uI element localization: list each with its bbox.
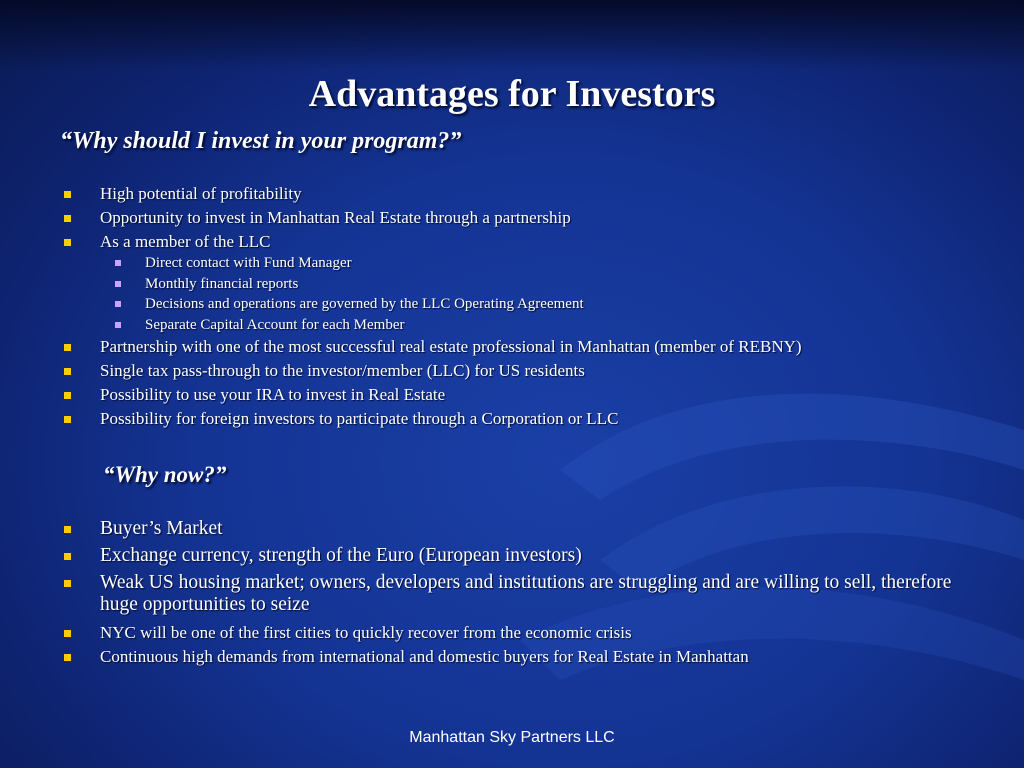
list-item: Single tax pass-through to the investor/member (LLC) for US residents	[62, 359, 802, 383]
bullet-icon	[64, 368, 71, 375]
list-item: Buyer’s Market	[62, 518, 972, 540]
list-item: High potential of profitability	[62, 182, 571, 206]
bullet-icon	[64, 215, 71, 222]
bullet-icon	[64, 526, 71, 533]
list-item: Opportunity to invest in Manhattan Real Estate through a partnership	[62, 206, 571, 230]
bullet-icon	[64, 416, 71, 423]
footer-company: Manhattan Sky Partners LLC	[409, 729, 615, 746]
sub-bullet-icon	[115, 322, 121, 328]
sub-bullet-icon	[115, 301, 121, 307]
list-item: Possibility for foreign investors to participate through a Corporation or LLC	[62, 407, 802, 431]
sub-bullet-icon	[115, 260, 121, 266]
list-item: Partnership with one of the most successful real estate professional in Manhattan (member of REBNY)	[62, 335, 802, 359]
bullet-icon	[64, 344, 71, 351]
section1-list-continued	[62, 335, 802, 431]
section2-list	[62, 518, 972, 616]
sub-list-item: Separate Capital Account for each Member	[112, 315, 584, 336]
sub-list-item: Monthly financial reports	[112, 274, 584, 295]
list-item: Weak US housing market; owners, developers and institutions are struggling and are willing to sell, therefore huge opportunities to seize	[62, 572, 972, 616]
sub-bullet-icon	[115, 281, 121, 287]
bullet-icon	[64, 580, 71, 587]
bullet-icon	[64, 553, 71, 560]
slide-title: Advantages for Investors	[308, 73, 716, 115]
list-item: NYC will be one of the first cities to quickly recover from the economic crisis	[62, 621, 749, 645]
question-why-now: “Why now?”	[103, 462, 227, 487]
list-item: Possibility to use your IRA to invest in Real Estate	[62, 383, 802, 407]
sub-list-item: Decisions and operations are governed by the LLC Operating Agreement	[112, 294, 584, 315]
bullet-icon	[64, 239, 71, 246]
bullet-icon	[64, 191, 71, 198]
question-why-invest: “Why should I invest in your program?”	[60, 128, 462, 154]
bullet-icon	[64, 392, 71, 399]
sub-list-item: Direct contact with Fund Manager	[112, 253, 584, 274]
section2-list-small	[62, 621, 749, 669]
section1-list	[62, 182, 571, 254]
bullet-icon	[64, 654, 71, 661]
list-item: As a member of the LLC	[62, 230, 571, 254]
section1-sublist	[112, 253, 584, 335]
bullet-icon	[64, 630, 71, 637]
list-item: Exchange currency, strength of the Euro (European investors)	[62, 545, 972, 567]
list-item: Continuous high demands from international and domestic buyers for Real Estate in Manhattan	[62, 645, 749, 669]
